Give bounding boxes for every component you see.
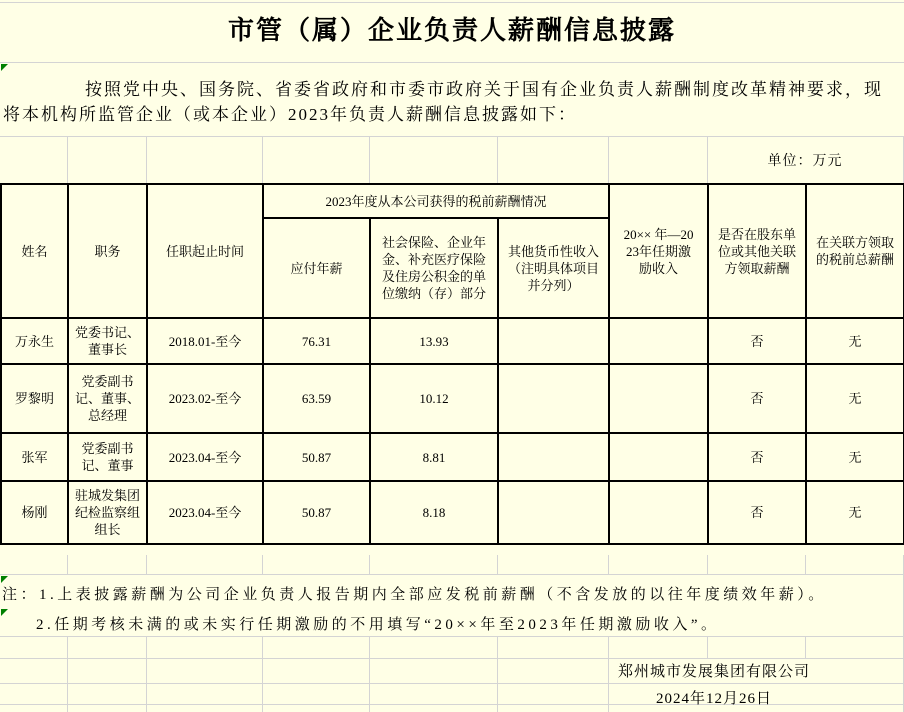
cell-related-party-flag: 否 — [708, 318, 806, 364]
table-row — [1, 481, 904, 544]
cell-related-party-flag: 否 — [708, 481, 806, 544]
cell-indicator-triangle — [1, 64, 8, 71]
gridline-vertical — [805, 555, 806, 574]
cell-position: 驻城发集团纪检监察组组长 — [68, 481, 147, 544]
gridline-vertical — [67, 136, 68, 183]
gridline-horizontal — [0, 136, 904, 137]
gridline-vertical — [497, 136, 498, 183]
note-2: 2.任期考核未满的或未实行任期激励的不用填写“20××年至2023年任期激励收入”。 — [36, 617, 720, 633]
header-tenure-incentive: 20×× 年—2023年任期激励收入 — [609, 184, 708, 318]
header-annual-salary: 应付年薪 — [263, 218, 370, 318]
cell-related-party-amount: 无 — [806, 364, 904, 433]
intro-paragraph — [3, 77, 902, 127]
unit-label: 单位：万元 — [767, 154, 843, 169]
cell-social-insurance: 10.12 — [370, 364, 498, 433]
header-related-party-flag: 是否在股东单位或其他关联方领取薪酬 — [708, 184, 806, 318]
gridline-vertical — [707, 636, 708, 658]
header-term: 任职起止时间 — [147, 184, 263, 318]
footer-company-name: 郑州城市发展集团有限公司 — [617, 664, 810, 680]
cell-term: 2023.04-至今 — [147, 433, 263, 481]
note-1: 注：1.上表披露薪酬为公司企业负责人报告期内全部应发税前薪酬（不含发放的以往年度绩效年薪）。 — [2, 587, 827, 603]
gridline-vertical — [146, 636, 147, 712]
cell-tenure-incentive — [609, 433, 708, 481]
gridline-vertical — [369, 555, 370, 574]
cell-name: 张军 — [1, 433, 68, 481]
gridline-horizontal — [0, 658, 904, 659]
gridline-vertical — [67, 636, 68, 712]
cell-other-income — [498, 481, 609, 544]
header-name: 姓名 — [1, 184, 68, 318]
gridline-vertical — [608, 555, 609, 574]
header-compensation-group: 2023年度从本公司获得的税前薪酬情况 — [263, 184, 609, 218]
cell-other-income — [498, 433, 609, 481]
gridline-vertical — [608, 136, 609, 183]
cell-annual-salary: 50.87 — [263, 481, 370, 544]
gridline-vertical — [146, 555, 147, 574]
intro-line-1: 按照党中央、国务院、省委省政府和市委市政府关于国有企业负责人薪酬制度改革精神要求，现 — [85, 80, 883, 99]
cell-name: 罗黎明 — [1, 364, 68, 433]
gridline-horizontal — [0, 683, 904, 684]
cell-term: 2018.01-至今 — [147, 318, 263, 364]
gridline-vertical — [262, 136, 263, 183]
cell-term: 2023.04-至今 — [147, 481, 263, 544]
table-row — [1, 364, 904, 433]
page-title: 市管（属）企业负责人薪酬信息披露 — [227, 16, 676, 45]
cell-annual-salary: 76.31 — [263, 318, 370, 364]
table-row — [1, 318, 904, 364]
cell-name: 万永生 — [1, 318, 68, 364]
cell-related-party-amount: 无 — [806, 433, 904, 481]
footer-date: 2024年12月26日 — [655, 691, 772, 707]
gridline-vertical — [369, 136, 370, 183]
salary-table — [0, 183, 904, 545]
cell-position: 党委书记、董事长 — [68, 318, 147, 364]
table-row — [1, 433, 904, 481]
cell-other-income — [498, 364, 609, 433]
cell-social-insurance: 8.18 — [370, 481, 498, 544]
intro-line-2: 将本机构所监管企业（或本企业）2023年负责人薪酬信息披露如下： — [3, 105, 577, 124]
header-other-income: 其他货币性收入（注明具体项目并分列） — [498, 218, 609, 318]
cell-term: 2023.02-至今 — [147, 364, 263, 433]
gridline-horizontal — [0, 636, 904, 637]
cell-annual-salary: 63.59 — [263, 364, 370, 433]
gridline-vertical — [146, 136, 147, 183]
gridline-vertical — [262, 636, 263, 712]
cell-tenure-incentive — [609, 364, 708, 433]
cell-indicator-triangle — [1, 609, 8, 616]
cell-related-party-flag: 否 — [708, 364, 806, 433]
header-related-party-amount: 在关联方领取的税前总薪酬 — [806, 184, 904, 318]
gridline-horizontal — [0, 62, 904, 63]
cell-position: 党委副书记、董事、总经理 — [68, 364, 147, 433]
gridline-vertical — [262, 555, 263, 574]
cell-other-income — [498, 318, 609, 364]
cell-related-party-amount: 无 — [806, 481, 904, 544]
cell-related-party-amount: 无 — [806, 318, 904, 364]
gridline-horizontal — [0, 2, 904, 3]
gridline-vertical — [805, 636, 806, 658]
cell-tenure-incentive — [609, 318, 708, 364]
gridline-vertical — [497, 636, 498, 712]
cell-related-party-flag: 否 — [708, 433, 806, 481]
cell-social-insurance: 8.81 — [370, 433, 498, 481]
gridline-vertical — [707, 555, 708, 574]
cell-social-insurance: 13.93 — [370, 318, 498, 364]
gridline-horizontal — [0, 574, 904, 575]
cell-tenure-incentive — [609, 481, 708, 544]
cell-name: 杨刚 — [1, 481, 68, 544]
gridline-vertical — [67, 555, 68, 574]
cell-annual-salary: 50.87 — [263, 433, 370, 481]
cell-indicator-triangle — [1, 576, 8, 583]
gridline-vertical — [497, 555, 498, 574]
header-social-insurance: 社会保险、企业年金、补充医疗保险及住房公积金的单位缴纳（存）部分 — [370, 218, 498, 318]
cell-position: 党委副书记、董事 — [68, 433, 147, 481]
gridline-vertical — [369, 636, 370, 712]
header-position: 职务 — [68, 184, 147, 318]
